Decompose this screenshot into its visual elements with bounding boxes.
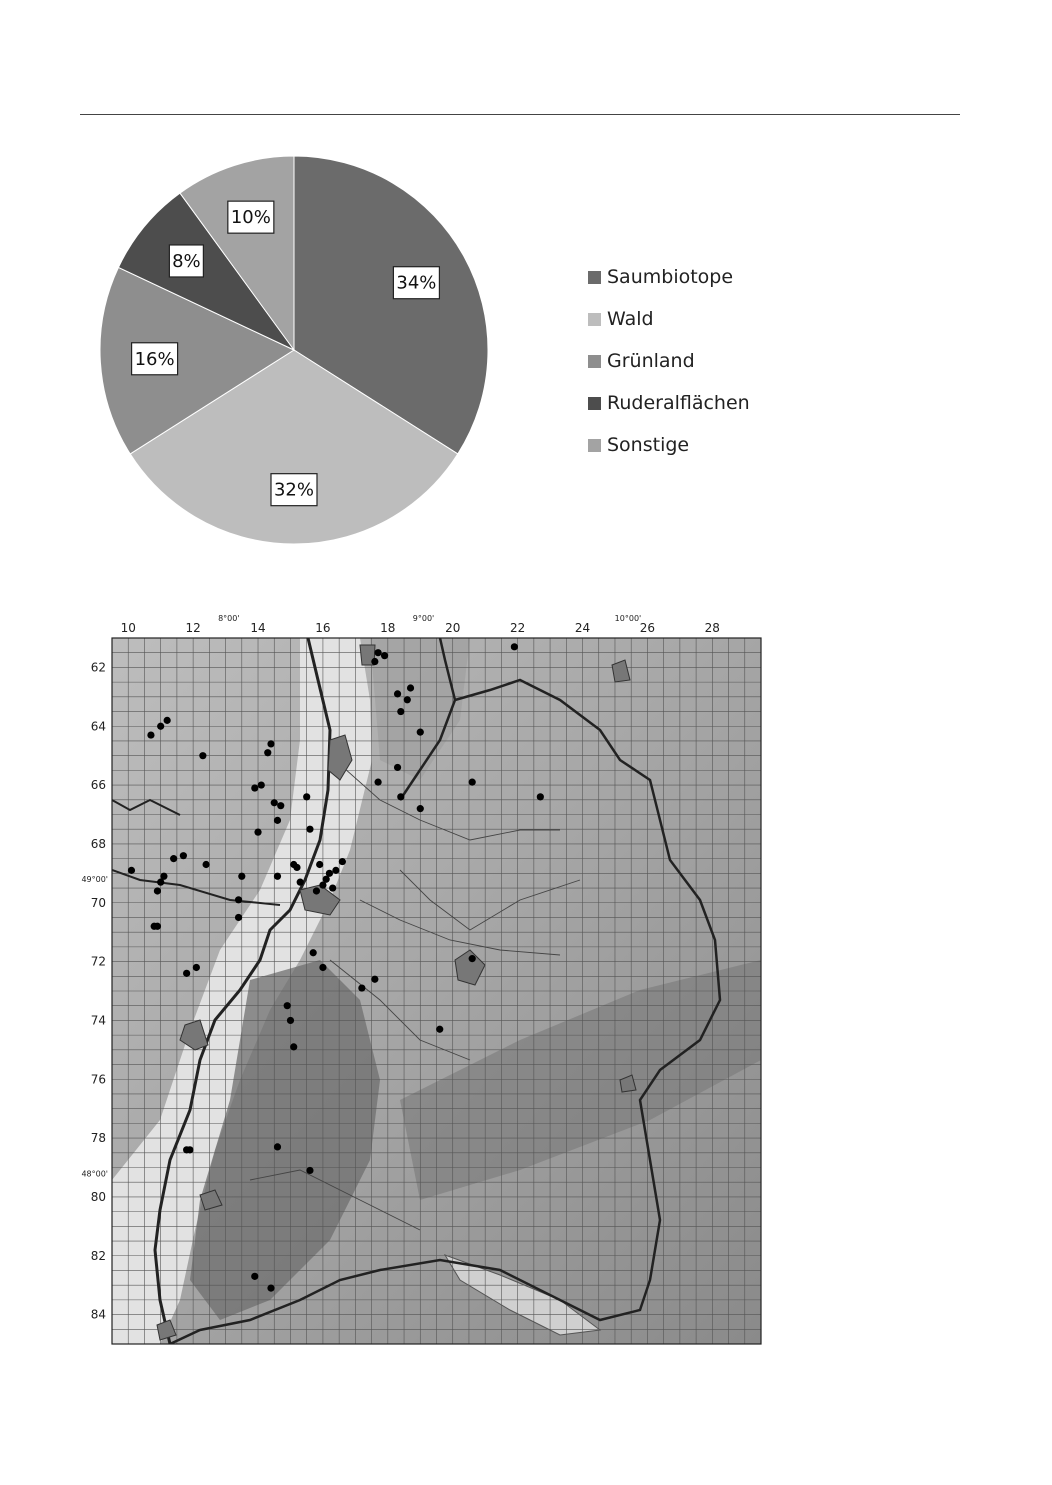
- occurrence-point: [397, 708, 404, 715]
- occurrence-point: [339, 858, 346, 865]
- y-tick-11: 84: [90, 1307, 106, 1322]
- occurrence-point: [374, 779, 381, 786]
- occurrence-point: [199, 752, 206, 759]
- y-tick-9: 80: [90, 1189, 106, 1204]
- x-tick-0: 10: [120, 621, 136, 635]
- pie-label-4: 10%: [230, 207, 271, 229]
- x-tick-8: 26: [639, 621, 656, 635]
- legend-label-4: Sonstige: [607, 434, 690, 456]
- occurrence-point: [293, 864, 300, 871]
- occurrence-point: [277, 802, 284, 809]
- y-tick-5: 72: [90, 954, 106, 969]
- y-tick-7: 76: [90, 1072, 106, 1087]
- occurrence-point: [251, 1273, 258, 1280]
- pie-label-2: 16%: [134, 348, 175, 370]
- occurrence-point: [329, 884, 336, 891]
- occurrence-point: [267, 1285, 274, 1292]
- occurrence-point: [183, 970, 190, 977]
- occurrence-point: [274, 1143, 281, 1150]
- occurrence-point: [319, 964, 326, 971]
- occurrence-point: [316, 861, 323, 868]
- x-tick-1: 12: [185, 621, 201, 635]
- occurrence-point: [254, 829, 261, 836]
- occurrence-point: [417, 729, 424, 736]
- occurrence-point: [264, 749, 271, 756]
- occurrence-point: [537, 793, 544, 800]
- occurrence-point: [306, 1167, 313, 1174]
- x-coord-label-0: 8°00': [218, 614, 240, 623]
- legend-label-2: Grünland: [607, 350, 695, 372]
- pie-label-1: 32%: [273, 479, 315, 501]
- x-tick-5: 20: [445, 621, 461, 635]
- occurrence-point: [170, 855, 177, 862]
- x-tick-3: 16: [315, 621, 331, 635]
- occurrence-point: [274, 873, 281, 880]
- x-tick-7: 24: [574, 621, 591, 635]
- occurrence-point: [303, 793, 310, 800]
- x-tick-6: 22: [509, 621, 526, 635]
- occurrence-point: [469, 779, 476, 786]
- y-tick-8: 78: [90, 1131, 106, 1146]
- x-tick-2: 14: [250, 621, 266, 635]
- occurrence-point: [186, 1146, 193, 1153]
- occurrence-point: [397, 793, 404, 800]
- occurrence-point: [128, 867, 135, 874]
- y-coord-label-0: 49°00': [81, 875, 108, 885]
- occurrence-point: [511, 643, 518, 650]
- occurrence-point: [193, 964, 200, 971]
- occurrence-point: [297, 879, 304, 886]
- occurrence-point: [469, 955, 476, 962]
- occurrence-point: [404, 696, 411, 703]
- occurrence-point: [436, 1026, 443, 1033]
- occurrence-point: [371, 976, 378, 983]
- occurrence-point: [238, 873, 245, 880]
- y-tick-6: 74: [90, 1013, 106, 1028]
- occurrence-point: [180, 852, 187, 859]
- occurrence-point: [154, 887, 161, 894]
- y-coord-label-1: 48°00': [81, 1169, 108, 1179]
- occurrence-point: [371, 658, 378, 665]
- occurrence-point: [358, 984, 365, 991]
- y-tick-4: 70: [90, 895, 106, 910]
- legend-label-0: Saumbiotope: [607, 266, 734, 288]
- x-tick-4: 18: [380, 621, 396, 635]
- y-tick-3: 68: [90, 836, 106, 851]
- occurrence-point: [271, 799, 278, 806]
- occurrence-point: [164, 717, 171, 724]
- occurrence-point: [251, 784, 258, 791]
- occurrence-point: [332, 867, 339, 874]
- occurrence-point: [290, 1043, 297, 1050]
- occurrence-point: [157, 879, 164, 886]
- y-tick-0: 62: [90, 660, 106, 675]
- occurrence-point: [394, 690, 401, 697]
- x-coord-label-2: 10°00': [614, 614, 642, 623]
- y-tick-2: 66: [90, 778, 106, 793]
- occurrence-point: [235, 914, 242, 921]
- occurrence-point: [154, 923, 161, 930]
- occurrence-point: [407, 684, 414, 691]
- occurrence-point: [274, 817, 281, 824]
- x-tick-9: 28: [704, 621, 720, 635]
- occurrence-point: [394, 764, 401, 771]
- occurrence-point: [287, 1017, 294, 1024]
- occurrence-point: [147, 731, 154, 738]
- occurrence-point: [319, 882, 326, 889]
- legend-label-1: Wald: [607, 308, 654, 330]
- occurrence-point: [267, 740, 274, 747]
- y-tick-1: 64: [90, 719, 106, 734]
- occurrence-point: [284, 1002, 291, 1009]
- pie-label-0: 34%: [396, 272, 437, 294]
- occurrence-point: [374, 649, 381, 656]
- occurrence-point: [258, 781, 265, 788]
- pie-label-3: 8%: [172, 250, 201, 272]
- occurrence-point: [313, 887, 320, 894]
- occurrence-point: [417, 805, 424, 812]
- occurrence-point: [203, 861, 210, 868]
- legend-label-3: Ruderalflächen: [607, 392, 750, 414]
- occurrence-point: [381, 652, 388, 659]
- x-coord-label-1: 9°00': [412, 614, 435, 623]
- occurrence-point: [235, 896, 242, 903]
- occurrence-point: [157, 723, 164, 730]
- occurrence-point: [310, 949, 317, 956]
- y-tick-10: 82: [90, 1248, 106, 1263]
- occurrence-point: [306, 826, 313, 833]
